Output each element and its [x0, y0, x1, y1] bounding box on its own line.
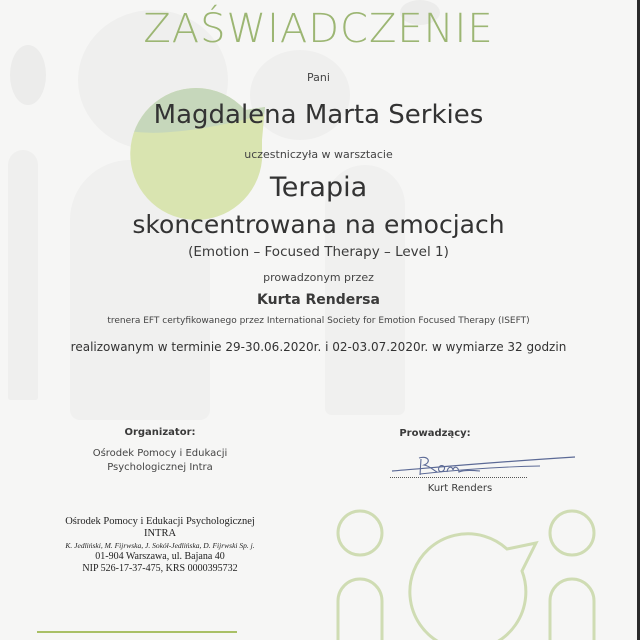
stamp-line3: K. Jedliński, M. Fijrwska, J. Sokół-Jedlińska, D. Fijrwski Sp. j.	[65, 541, 255, 550]
stamp-line1: Ośrodek Pomocy i Edukacji Psychologicznej	[65, 516, 255, 527]
organizer-name-line1: Ośrodek Pomocy i Edukacji	[92, 448, 228, 459]
trainer-description: trenera EFT certyfikowanego przez International Society for Emotion Focused Therapy (ISEFT)	[107, 316, 530, 326]
salutation: Pani	[307, 71, 330, 84]
led-by-text: prowadzonym przez	[263, 271, 374, 284]
stamp-line5: NIP 526-17-37-475, KRS 0000395732	[82, 563, 238, 574]
leader-label: Prowadzący:	[399, 428, 471, 439]
organizer-name-line2: Psychologicznej Intra	[107, 462, 213, 473]
dates-text: realizowanym w terminie 29-30.06.2020r. i 02-03.07.2020r. w wymiarze 32 godzin	[70, 340, 567, 354]
course-title-english: (Emotion – Focused Therapy – Level 1)	[188, 244, 449, 260]
course-title-line1: Terapia	[269, 172, 368, 203]
course-title-line2: skoncentrowana na emocjach	[132, 210, 505, 239]
participation-text: uczestniczyła w warsztacie	[244, 148, 393, 161]
certificate-title: ZAŚWIADCZENIE	[143, 6, 494, 52]
recipient-name: Magdalena Marta Serkies	[153, 100, 484, 130]
organizer-label: Organizator:	[124, 427, 196, 438]
trainer-name: Kurta Rendersa	[257, 292, 380, 308]
stamp-line2: INTRA	[143, 528, 177, 539]
stamp-line4: 01-904 Warszawa, ul. Bajana 40	[95, 551, 225, 562]
leader-name: Kurt Renders	[427, 483, 493, 494]
